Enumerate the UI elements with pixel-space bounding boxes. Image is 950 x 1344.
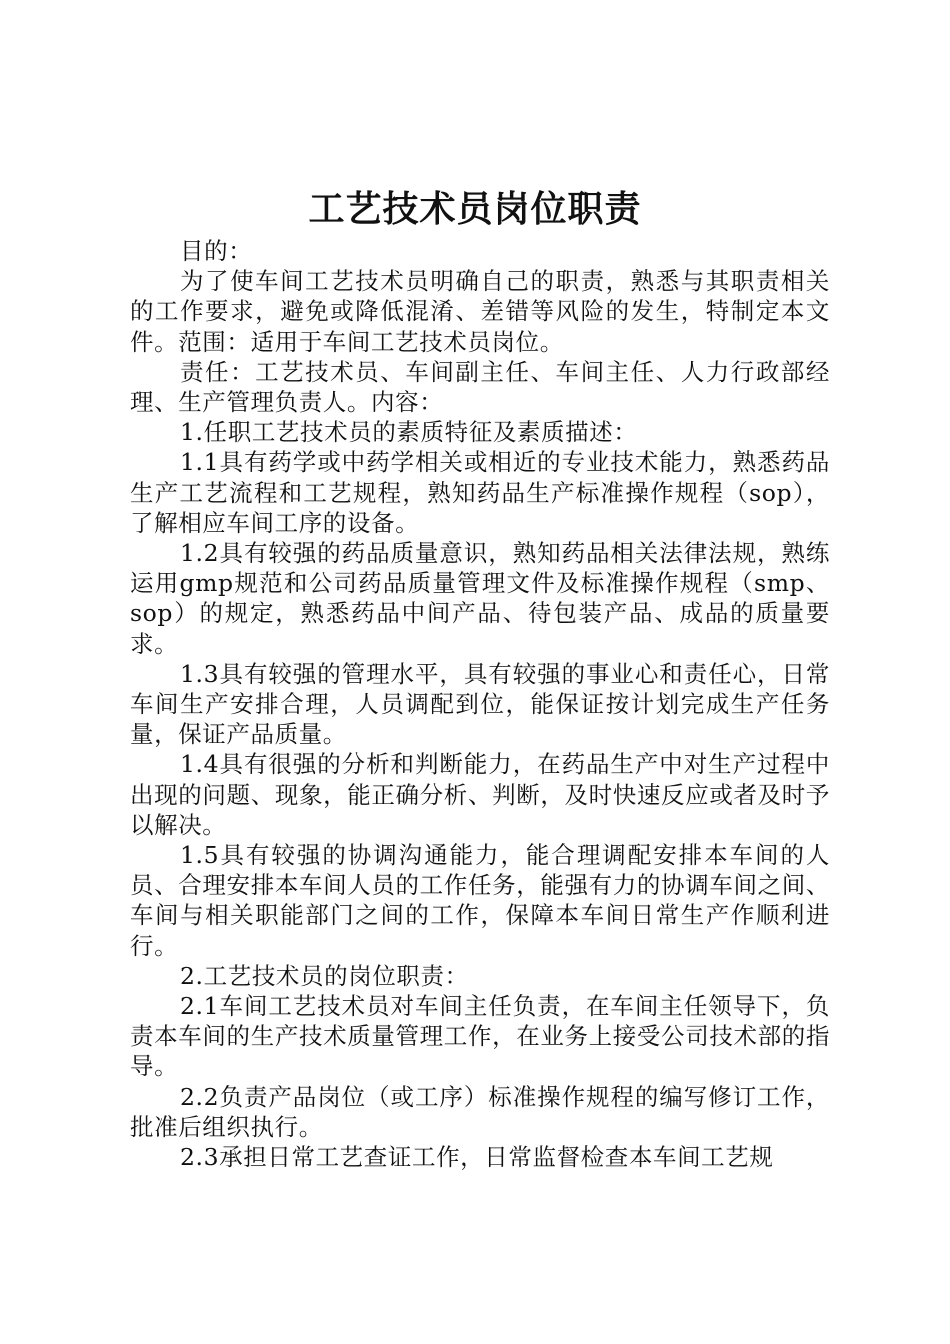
paragraph-2-3: 2.3承担日常工艺查证工作，日常监督检查本车间工艺规 xyxy=(180,1143,774,1172)
paragraph-1-2: 1.2具有较强的药品质量意识，熟知药品相关法律法规，熟练运用gmp规范和公司药品质量管理文件及标准操作规程（smp、sop）的规定，熟悉药品中间产品、待包装产品、成品的质量要求。 xyxy=(130,539,830,658)
paragraph-1-3: 1.3具有较强的管理水平，具有较强的事业心和责任心，日常车间生产安排合理，人员调配到位，能保证按计划完成生产任务量，保证产品质量。 xyxy=(130,659,830,749)
paragraph-2-2: 2.2负责产品岗位（或工序）标准操作规程的编写修订工作，批准后组织执行。 xyxy=(130,1082,830,1141)
paragraph-purpose: 为了使车间工艺技术员明确自己的职责，熟悉与其职责相关的工作要求，避免或降低混淆、差错等风险的发生，特制定本文件。范围：适用于车间工艺技术员岗位。 xyxy=(130,267,830,356)
paragraph-1-4: 1.4具有很强的分析和判断能力，在药品生产中对生产过程中出现的问题、现象，能正确分析、判断，及时快速反应或者及时予以解决。 xyxy=(130,750,830,839)
paragraph-1-1: 1.1具有药学或中药学相关或相近的专业技术能力，熟悉药品生产工艺流程和工艺规程，熟知药品生产标准操作规程（sop），了解相应车间工序的设备。 xyxy=(130,448,830,537)
paragraph-purpose-heading: 目的： xyxy=(180,237,253,265)
paragraph-2-1: 2.1车间工艺技术员对车间主任负责，在车间主任领导下，负责本车间的生产技术质量管理工作，在业务上接受公司技术部的指导。 xyxy=(130,992,830,1081)
paragraph-section-2: 2.工艺技术员的岗位职责： xyxy=(180,961,469,990)
document-title: 工艺技术员岗位职责 xyxy=(308,188,642,230)
paragraph-1-5: 1.5具有较强的协调沟通能力，能合理调配安排本车间的人员、合理安排本车间人员的工作任务，能强有力的协调车间之间、车间与相关职能部门之间的工作，保障本车间日常生产作顺利进行。 xyxy=(130,841,830,960)
paragraph-responsibility: 责任：工艺技术员、车间副主任、车间主任、人力行政部经理、生产管理负责人。内容： xyxy=(130,357,830,417)
paragraph-section-1: 1.任职工艺技术员的素质特征及素质描述： xyxy=(180,418,638,447)
document-body xyxy=(130,236,830,1172)
